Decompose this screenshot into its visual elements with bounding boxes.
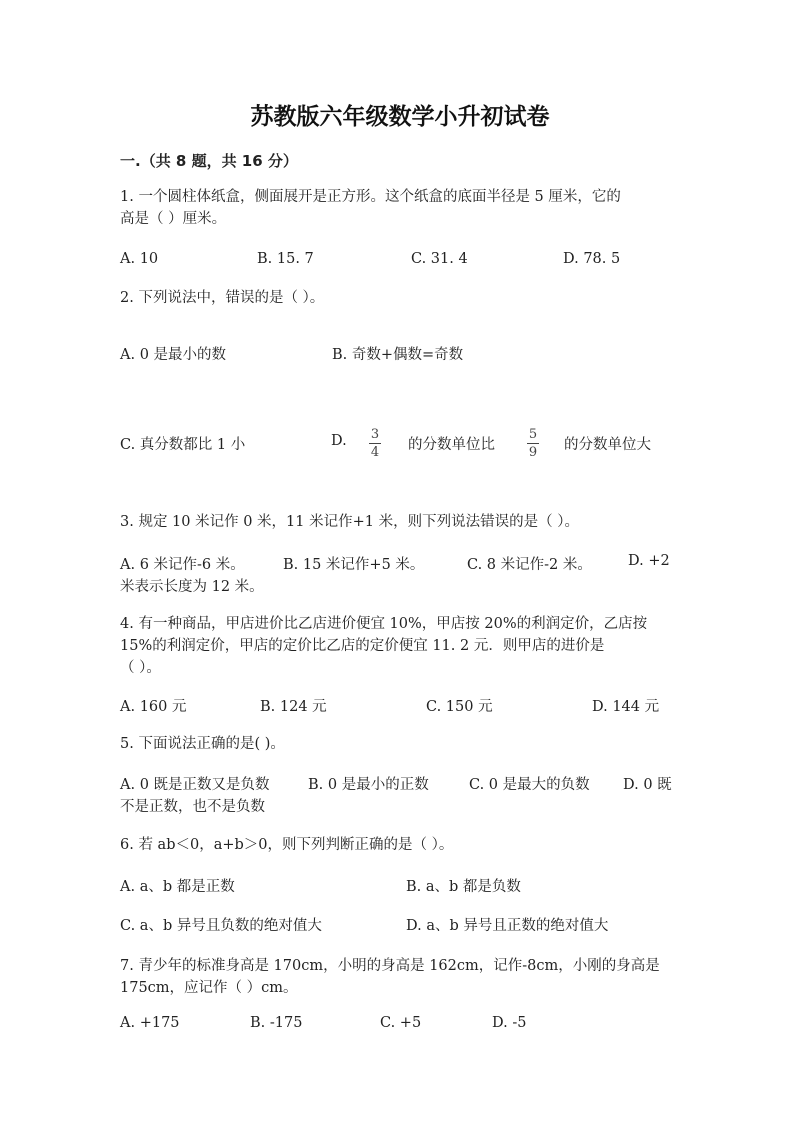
- question-4-line-2: 15%的利润定价，甲店的定价比乙店的定价便宜 11. 2 元．则甲店的进价是: [120, 638, 605, 654]
- question-2-option-d-middle: 的分数单位比: [408, 437, 495, 453]
- question-4-line-3: （ ）。: [120, 660, 161, 676]
- fraction-numerator: 3: [370, 427, 380, 442]
- fraction-five-ninths: [527, 427, 539, 460]
- question-3-option-b: B. 15 米记作+5 米。: [283, 557, 425, 573]
- question-1-line-2: 高是（ ）厘米。: [120, 211, 227, 227]
- question-5-option-c: C. 0 是最大的负数: [469, 777, 590, 793]
- question-1-option-b: B. 15. 7: [257, 251, 314, 267]
- question-3-option-c: C. 8 米记作-2 米。: [467, 557, 592, 573]
- question-6-option-d: D. a、b 异号且正数的绝对值大: [406, 918, 609, 934]
- question-3-option-d: D. +2: [628, 553, 670, 569]
- question-2-option-a: A. 0 是最小的数: [120, 347, 227, 363]
- exam-title: 苏教版六年级数学小升初试卷: [250, 104, 550, 130]
- question-1-line-1: 1. 一个圆柱体纸盒，侧面展开是正方形。这个纸盒的底面半径是 5 厘米，它的: [120, 189, 621, 205]
- question-3-option-d-continued: 米表示长度为 12 米。: [120, 579, 264, 595]
- question-3-line-1: 3. 规定 10 米记作 0 米，11 米记作+1 米，则下列说法错误的是（ ）。: [120, 514, 579, 530]
- question-2-option-d-label: D.: [331, 433, 347, 449]
- fraction-numerator: 5: [528, 427, 538, 442]
- question-5-line-1: 5. 下面说法正确的是( )。: [120, 736, 285, 752]
- question-5-option-d-continued: 不是正数，也不是负数: [120, 799, 265, 815]
- question-4-option-a: A. 160 元: [120, 699, 187, 715]
- question-4-line-1: 4. 有一种商品，甲店进价比乙店进价便宜 10%，甲店按 20%的利润定价，乙店按: [120, 616, 648, 632]
- fraction-three-quarters: [369, 427, 381, 460]
- question-2-option-c: C. 真分数都比 1 小: [120, 437, 246, 453]
- question-1-option-d: D. 78. 5: [563, 251, 621, 267]
- question-4-option-d: D. 144 元: [592, 699, 660, 715]
- question-6-option-a: A. a、b 都是正数: [120, 879, 235, 895]
- question-6-line-1: 6. 若 ab＜0，a+b＞0，则下列判断正确的是（ ）。: [120, 837, 454, 853]
- question-1-option-a: A. 10: [120, 251, 159, 267]
- question-5-option-a: A. 0 既是正数又是负数: [120, 777, 270, 793]
- question-2-option-d-suffix: 的分数单位大: [564, 437, 651, 453]
- question-4-option-c: C. 150 元: [426, 699, 493, 715]
- question-1-option-c: C. 31. 4: [411, 251, 468, 267]
- question-5-option-b: B. 0 是最小的正数: [308, 777, 429, 793]
- question-7-line-1: 7. 青少年的标准身高是 170cm，小明的身高是 162cm，记作-8cm，小刚的身高是: [120, 958, 660, 974]
- fraction-denominator: 4: [370, 445, 380, 460]
- question-6-option-c: C. a、b 异号且负数的绝对值大: [120, 918, 322, 934]
- question-7-option-d: D. -5: [492, 1015, 527, 1031]
- question-5-option-d: D. 0 既: [623, 777, 672, 793]
- fraction-bar: [527, 443, 539, 444]
- question-7-option-b: B. -175: [250, 1015, 303, 1031]
- question-7-option-c: C. +5: [380, 1015, 422, 1031]
- question-2-line-1: 2. 下列说法中，错误的是（ ）。: [120, 290, 325, 306]
- question-6-option-b: B. a、b 都是负数: [406, 879, 521, 895]
- section-header: 一.（共 8 题，共 16 分）: [120, 152, 298, 170]
- fraction-denominator: 9: [528, 445, 538, 460]
- question-2-option-b: B. 奇数+偶数=奇数: [332, 347, 464, 363]
- fraction-bar: [369, 443, 381, 444]
- question-3-option-a: A. 6 米记作-6 米。: [120, 557, 245, 573]
- question-7-line-2: 175cm，应记作（ ）cm。: [120, 980, 298, 996]
- question-4-option-b: B. 124 元: [260, 699, 327, 715]
- question-7-option-a: A. +175: [120, 1015, 180, 1031]
